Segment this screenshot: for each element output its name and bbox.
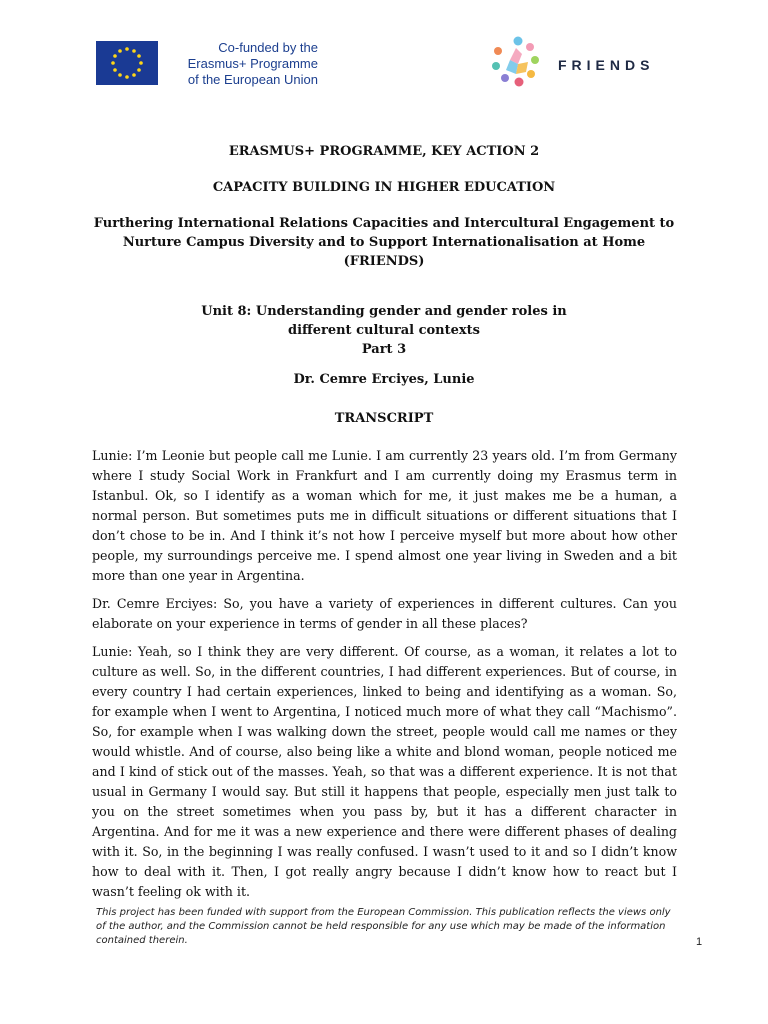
action-heading: CAPACITY BUILDING IN HIGHER EDUCATION <box>212 180 556 195</box>
unit-title-line-2: different cultural contexts <box>288 323 480 338</box>
funding-disclaimer: This project has been funded with support from the European Commission. This publication reflects the views only of the author, and the Commission cannot be held responsible for any use which may be made of the information contained therein. <box>96 907 671 946</box>
eu-funding-line-3: of the European Union <box>187 72 318 87</box>
authors: Dr. Cemre Erciyes, Lunie <box>293 372 475 387</box>
unit-part: Part 3 <box>361 342 407 357</box>
project-acronym: (FRIENDS) <box>343 254 425 269</box>
eu-funding-label <box>168 40 318 88</box>
page-number: 1 <box>696 936 703 948</box>
friends-logo-icon <box>488 34 544 92</box>
transcript-paragraph: Lunie: I’m Leonie but people call me Lunie. I am currently 23 years old. I’m from Germany where I study Social Work in Frankfurt and I am currently doing my Erasmus term in Istanbul. Ok, so I identify as a woman which for me, it just makes me be a human, a normal person. But sometimes puts me in difficult situations or different situations that I don’t chose to be in. And I think it’s not how I perceive myself but more about how other people, my surroundings perceive me. I spend almost one year living in Sweden and a bit more than one year in Argentina. <box>92 448 677 583</box>
project-title-line-2: Nurture Campus Diversity and to Support Internationalisation at Home <box>122 235 646 250</box>
transcript-paragraph: Dr. Cemre Erciyes: So, you have a variety of experiences in different cultures. Can you elaborate on your experience in terms of gender in all these places? <box>92 596 677 631</box>
eu-funding-line-1: Co-funded by the <box>218 40 318 55</box>
eu-funding-line-2: Erasmus+ Programme <box>187 56 318 71</box>
project-title-line-1: Furthering International Relations Capacities and Intercultural Engagement to <box>93 216 675 231</box>
unit-title-line-1: Unit 8: Understanding gender and gender roles in <box>201 304 567 319</box>
transcript-heading: TRANSCRIPT <box>334 411 434 426</box>
friends-logo-text: FRIENDS <box>558 57 655 73</box>
programme-heading: ERASMUS+ PROGRAMME, KEY ACTION 2 <box>228 144 540 159</box>
unit-title <box>60 302 708 359</box>
project-title <box>60 214 708 271</box>
eu-flag-icon <box>96 41 158 85</box>
transcript-paragraph: Lunie: Yeah, so I think they are very different. Of course, as a woman, it relates a lot to culture as well. So, in the different countries, I had different experiences. But of course, in every country I had certain experiences, linked to being and identifying as a woman. So, for example when I went to Argentina, I noticed much more of what they call “Machismo”. So, for example when I was walking down the street, people would call me names or they would whistle. And of course, also being like a white and blond woman, people noticed me and I kind of stick out of the masses. Yeah, so that was a different experience. It is not that usual in Germany I would say. But still it happens that people, especially men just talk to you on the street sometimes when you pass by, but it has a different character in Argentina. And for me it was a new experience and there were different phases of dealing with it. So, in the beginning I was really confused. I wasn’t used to it and so I didn’t know how to deal with it. Then, I got really angry because I didn’t know how to react but I wasn’t feeling ok with it. <box>92 644 677 899</box>
